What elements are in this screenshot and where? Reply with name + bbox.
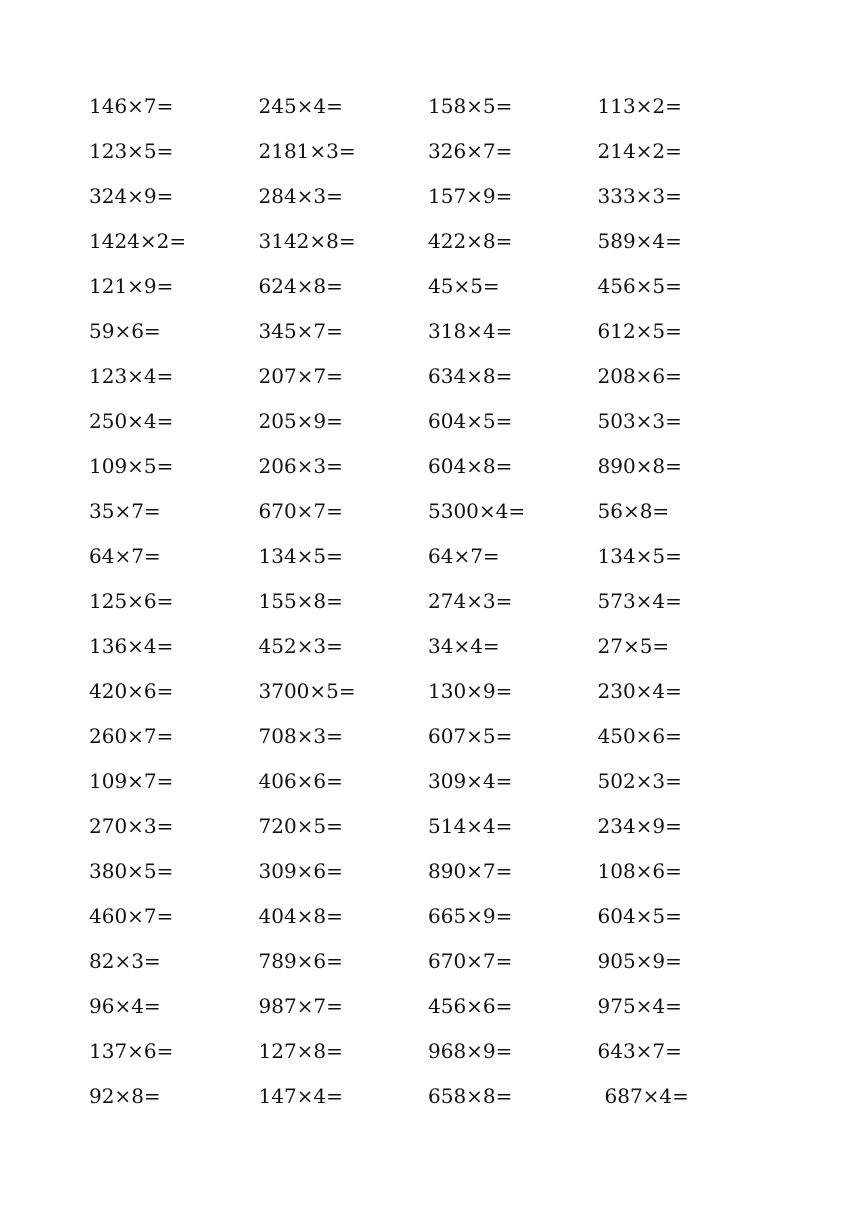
problem-item: 147×4=	[258, 1083, 343, 1108]
problem-row	[89, 398, 769, 443]
problem-item: 109×5=	[89, 453, 174, 478]
problem-item: 205×9=	[258, 408, 343, 433]
problem-item: 121×9=	[89, 273, 174, 298]
problem-item: 309×4=	[428, 768, 513, 793]
problem-row	[89, 1073, 769, 1118]
problem-item: 687×4=	[604, 1083, 689, 1108]
problem-item: 134×5=	[258, 543, 343, 568]
problem-item: 326×7=	[428, 138, 513, 163]
problem-item: 157×9=	[428, 183, 513, 208]
problem-item: 123×4=	[89, 363, 174, 388]
problem-item: 123×5=	[89, 138, 174, 163]
problem-item: 634×8=	[428, 363, 513, 388]
problem-item: 665×9=	[428, 903, 513, 928]
problem-item: 589×4=	[597, 228, 682, 253]
problem-item: 59×6=	[89, 318, 161, 343]
problem-row	[89, 353, 769, 398]
problem-item: 270×3=	[89, 813, 174, 838]
problem-item: 380×5=	[89, 858, 174, 883]
problem-row	[89, 938, 769, 983]
problem-item: 975×4=	[597, 993, 682, 1018]
problem-row	[89, 623, 769, 668]
problem-row	[89, 758, 769, 803]
problem-item: 708×3=	[258, 723, 343, 748]
problem-item: 274×3=	[428, 588, 513, 613]
problem-item: 206×3=	[258, 453, 343, 478]
problem-row	[89, 443, 769, 488]
problem-item: 45×5=	[428, 273, 500, 298]
problem-item: 208×6=	[597, 363, 682, 388]
problem-row	[89, 533, 769, 578]
problem-item: 905×9=	[597, 948, 682, 973]
problem-item: 456×6=	[428, 993, 513, 1018]
problem-row	[89, 263, 769, 308]
problem-item: 452×3=	[258, 633, 343, 658]
problem-item: 643×7=	[597, 1038, 682, 1063]
problem-item: 309×6=	[258, 858, 343, 883]
problem-row	[89, 1028, 769, 1073]
problem-row	[89, 308, 769, 353]
problem-item: 607×5=	[428, 723, 513, 748]
problem-item: 1424×2=	[89, 228, 187, 253]
problem-item: 92×8=	[89, 1083, 161, 1108]
problem-row	[89, 578, 769, 623]
problem-item: 624×8=	[258, 273, 343, 298]
problem-item: 284×3=	[258, 183, 343, 208]
problem-item: 146×7=	[89, 93, 174, 118]
problem-item: 612×5=	[597, 318, 682, 343]
problem-grid	[89, 83, 769, 1118]
problem-row	[89, 713, 769, 758]
problem-item: 422×8=	[428, 228, 513, 253]
problem-row	[89, 218, 769, 263]
problem-item: 130×9=	[428, 678, 513, 703]
problem-item: 127×8=	[258, 1038, 343, 1063]
problem-item: 503×3=	[597, 408, 682, 433]
problem-item: 502×3=	[597, 768, 682, 793]
problem-row	[89, 893, 769, 938]
problem-item: 250×4=	[89, 408, 174, 433]
problem-item: 207×7=	[258, 363, 343, 388]
problem-item: 670×7=	[428, 948, 513, 973]
problem-item: 155×8=	[258, 588, 343, 613]
problem-item: 137×6=	[89, 1038, 174, 1063]
problem-item: 3142×8=	[258, 228, 356, 253]
problem-item: 113×2=	[597, 93, 682, 118]
problem-item: 720×5=	[258, 813, 343, 838]
problem-item: 460×7=	[89, 903, 174, 928]
problem-item: 514×4=	[428, 813, 513, 838]
problem-item: 136×4=	[89, 633, 174, 658]
problem-item: 82×3=	[89, 948, 161, 973]
problem-item: 450×6=	[597, 723, 682, 748]
problem-item: 134×5=	[597, 543, 682, 568]
problem-item: 333×3=	[597, 183, 682, 208]
problem-item: 64×7=	[428, 543, 500, 568]
problem-item: 27×5=	[597, 633, 670, 658]
problem-item: 56×8=	[597, 498, 670, 523]
problem-item: 420×6=	[89, 678, 174, 703]
problem-row	[89, 668, 769, 713]
problem-item: 214×2=	[597, 138, 682, 163]
problem-item: 5300×4=	[428, 498, 526, 523]
problem-item: 345×7=	[258, 318, 343, 343]
problem-item: 2181×3=	[258, 138, 356, 163]
problem-item: 35×7=	[89, 498, 161, 523]
problem-item: 404×8=	[258, 903, 343, 928]
problem-item: 406×6=	[258, 768, 343, 793]
problem-item: 125×6=	[89, 588, 174, 613]
problem-item: 108×6=	[597, 858, 682, 883]
problem-item: 245×4=	[258, 93, 343, 118]
problem-item: 789×6=	[258, 948, 343, 973]
problem-item: 318×4=	[428, 318, 513, 343]
problem-item: 234×9=	[597, 813, 682, 838]
problem-item: 96×4=	[89, 993, 161, 1018]
problem-item: 670×7=	[258, 498, 343, 523]
problem-item: 158×5=	[428, 93, 513, 118]
problem-item: 604×5=	[428, 408, 513, 433]
problem-item: 324×9=	[89, 183, 174, 208]
problem-row	[89, 83, 769, 128]
problem-item: 456×5=	[597, 273, 682, 298]
problem-item: 890×7=	[428, 858, 513, 883]
problem-item: 3700×5=	[258, 678, 356, 703]
problem-item: 890×8=	[597, 453, 682, 478]
problem-item: 604×8=	[428, 453, 513, 478]
problem-row	[89, 488, 769, 533]
problem-item: 987×7=	[258, 993, 343, 1018]
problem-item: 260×7=	[89, 723, 174, 748]
problem-item: 34×4=	[428, 633, 500, 658]
problem-row	[89, 173, 769, 218]
problem-item: 968×9=	[428, 1038, 513, 1063]
problem-item: 64×7=	[89, 543, 161, 568]
problem-item: 230×4=	[597, 678, 682, 703]
problem-item: 604×5=	[597, 903, 682, 928]
problem-row	[89, 848, 769, 893]
problem-item: 573×4=	[597, 588, 682, 613]
problem-row	[89, 983, 769, 1028]
problem-row	[89, 803, 769, 848]
problem-row	[89, 128, 769, 173]
problem-item: 109×7=	[89, 768, 174, 793]
problem-item: 658×8=	[428, 1083, 513, 1108]
